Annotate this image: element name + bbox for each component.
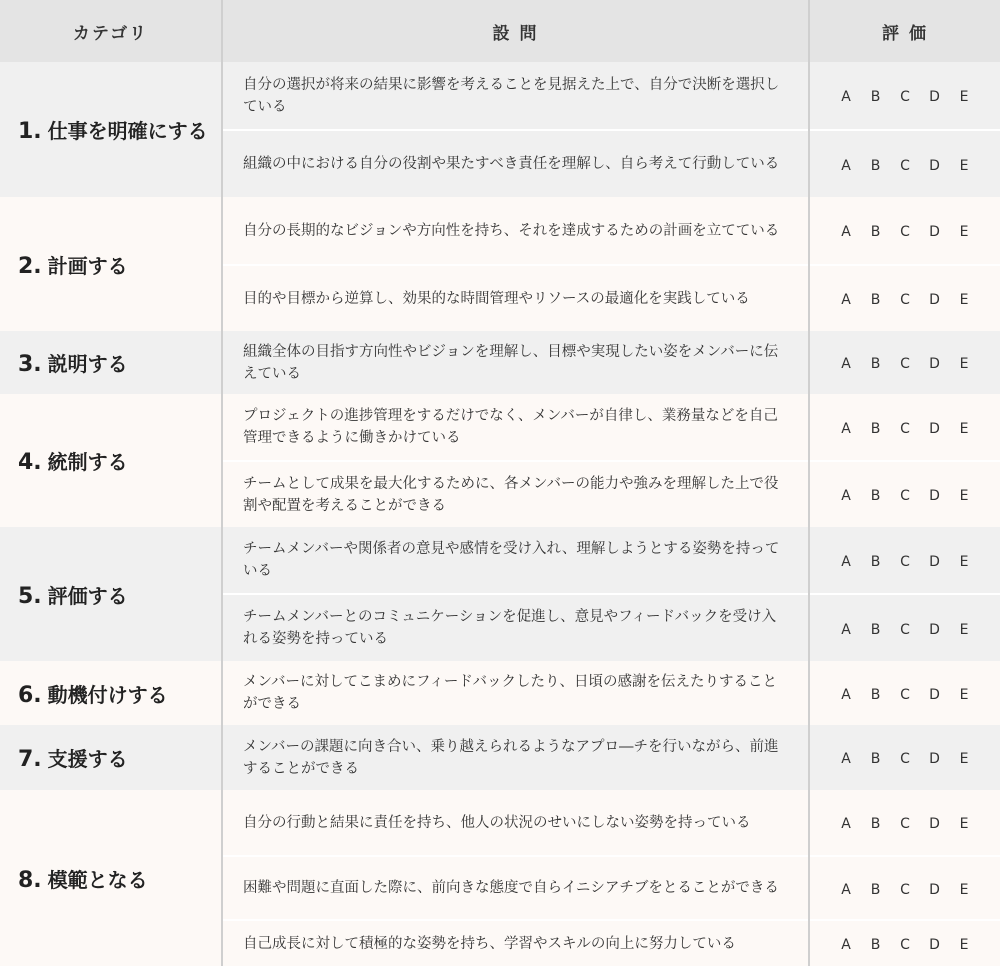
- rating-option-d[interactable]: D: [929, 751, 940, 767]
- rating-option-d[interactable]: D: [929, 157, 940, 174]
- header-rating: 評 価: [809, 0, 1000, 62]
- table-row: [0, 725, 1000, 790]
- rating-option-c[interactable]: C: [900, 292, 910, 308]
- rating-option-a[interactable]: A: [841, 751, 851, 767]
- table-row: [0, 197, 1000, 265]
- category-cell: [0, 725, 222, 790]
- question-text: 組織の中における自分の役割や果たすべき責任を理解し、自ら考えて行動している: [222, 130, 809, 197]
- rating-options: [809, 856, 1000, 920]
- question-text: 目的や目標から逆算し、効果的な時間管理やリソースの最適化を実践している: [222, 265, 809, 331]
- rating-option-e[interactable]: E: [959, 816, 969, 832]
- category-number: 2.: [18, 253, 42, 279]
- rating-options: [809, 197, 1000, 265]
- category-name: 評価する: [47, 583, 128, 608]
- table-row: [0, 790, 1000, 856]
- rating-option-b[interactable]: B: [870, 937, 881, 953]
- category-name: 統制する: [47, 450, 128, 474]
- rating-option-b[interactable]: B: [870, 621, 881, 638]
- rating-option-e[interactable]: E: [959, 553, 969, 570]
- rating-option-e[interactable]: E: [959, 420, 969, 437]
- category-name: 説明する: [47, 352, 128, 376]
- rating-option-d[interactable]: D: [929, 292, 940, 308]
- rating-option-c[interactable]: C: [900, 816, 910, 832]
- rating-options: [809, 661, 1000, 725]
- table-row: [0, 394, 1000, 461]
- category-number: 8.: [18, 867, 42, 893]
- rating-option-c[interactable]: C: [900, 621, 910, 638]
- rating-option-c[interactable]: C: [900, 686, 910, 703]
- rating-option-a[interactable]: A: [841, 224, 851, 240]
- category-number: 7.: [18, 747, 42, 772]
- category-cell: [0, 661, 222, 725]
- rating-option-d[interactable]: D: [929, 686, 940, 703]
- question-text: 自己成長に対して積極的な姿勢を持ち、学習やスキルの向上に努力している: [222, 920, 809, 966]
- question-text: 自分の選択が将来の結果に影響を考えることを見据えた上で、自分で決断を選択している: [222, 62, 809, 130]
- rating-options: [809, 130, 1000, 197]
- table-row: [0, 661, 1000, 725]
- table-header-row: [0, 0, 1000, 62]
- category-number: 4.: [18, 450, 42, 475]
- rating-option-b[interactable]: B: [870, 420, 881, 437]
- rating-option-c[interactable]: C: [900, 224, 910, 240]
- question-text: 困難や問題に直面した際に、前向きな態度で自らイニシアチブをとることができる: [222, 856, 809, 920]
- table-row: [0, 62, 1000, 130]
- rating-option-d[interactable]: D: [929, 881, 940, 898]
- rating-option-e[interactable]: E: [959, 488, 969, 504]
- rating-option-b[interactable]: B: [870, 157, 881, 174]
- rating-option-d[interactable]: D: [929, 356, 940, 372]
- category-number: 5.: [18, 583, 42, 609]
- rating-option-a[interactable]: A: [841, 488, 851, 504]
- rating-option-b[interactable]: B: [870, 224, 881, 240]
- rating-options: [809, 725, 1000, 790]
- rating-option-e[interactable]: E: [959, 881, 969, 898]
- header-category: カテゴリ: [0, 0, 222, 62]
- header-question: 設 問: [222, 0, 809, 62]
- rating-option-d[interactable]: D: [929, 621, 940, 638]
- category-number: 6.: [18, 682, 42, 708]
- rating-option-a[interactable]: A: [841, 553, 851, 570]
- rating-option-c[interactable]: C: [900, 751, 910, 767]
- rating-option-c[interactable]: C: [900, 356, 910, 372]
- category-name: 模範となる: [47, 867, 148, 892]
- rating-option-a[interactable]: A: [841, 89, 851, 105]
- rating-options: [809, 594, 1000, 661]
- rating-option-e[interactable]: E: [959, 356, 969, 372]
- rating-option-a[interactable]: A: [841, 621, 851, 638]
- question-text: 自分の行動と結果に責任を持ち、他人の状況のせいにしない姿勢を持っている: [222, 790, 809, 856]
- rating-option-b[interactable]: B: [870, 881, 881, 898]
- category-name: 支援する: [47, 747, 128, 771]
- rating-option-b[interactable]: B: [870, 292, 881, 308]
- rating-option-b[interactable]: B: [870, 488, 881, 504]
- rating-option-e[interactable]: E: [959, 292, 969, 308]
- rating-option-d[interactable]: D: [929, 224, 940, 240]
- rating-option-e[interactable]: E: [959, 157, 969, 174]
- rating-option-a[interactable]: A: [841, 816, 851, 832]
- table-body: [0, 62, 1000, 966]
- category-cell: [0, 62, 222, 197]
- category-cell: [0, 790, 222, 966]
- rating-option-e[interactable]: E: [959, 751, 969, 767]
- rating-option-b[interactable]: B: [870, 816, 881, 832]
- rating-option-a[interactable]: A: [841, 686, 851, 703]
- rating-option-e[interactable]: E: [959, 224, 969, 240]
- rating-option-a[interactable]: A: [841, 420, 851, 437]
- question-text: 自分の長期的なビジョンや方向性を持ち、それを達成するための計画を立てている: [222, 197, 809, 265]
- category-name: 動機付けする: [47, 682, 168, 707]
- category-cell: [0, 197, 222, 331]
- rating-option-d[interactable]: D: [929, 89, 940, 105]
- question-text: チームメンバーとのコミュニケーションを促進し、意見やフィードバックを受け入れる姿勢を持っている: [222, 594, 809, 661]
- rating-option-a[interactable]: A: [841, 356, 851, 372]
- question-text: チームとして成果を最大化するために、各メンバーの能力や強みを理解した上で役割や配置を考えることができる: [222, 461, 809, 527]
- rating-option-c[interactable]: C: [900, 488, 910, 504]
- rating-option-c[interactable]: C: [900, 881, 910, 898]
- category-cell: [0, 527, 222, 661]
- table-row: [0, 527, 1000, 594]
- rating-options: [809, 331, 1000, 394]
- rating-options: [809, 394, 1000, 461]
- rating-option-c[interactable]: C: [900, 157, 910, 174]
- rating-option-a[interactable]: A: [841, 292, 851, 308]
- rating-option-b[interactable]: B: [870, 686, 881, 703]
- rating-option-b[interactable]: B: [870, 553, 881, 570]
- rating-option-e[interactable]: E: [959, 89, 969, 105]
- question-text: 組織全体の目指す方向性やビジョンを理解し、目標や実現したい姿をメンバーに伝えている: [222, 331, 809, 394]
- category-cell: [0, 331, 222, 394]
- question-text: メンバーに対してこまめにフィードバックしたり、日頃の感謝を伝えたりすることができる: [222, 661, 809, 725]
- rating-option-b[interactable]: B: [870, 89, 881, 105]
- table-row: [0, 331, 1000, 394]
- rating-option-c[interactable]: C: [900, 937, 910, 953]
- rating-options: [809, 527, 1000, 594]
- rating-option-c[interactable]: C: [900, 420, 910, 437]
- rating-option-e[interactable]: E: [959, 937, 969, 953]
- category-name: 計画する: [47, 253, 128, 278]
- rating-option-c[interactable]: C: [900, 553, 910, 570]
- rating-option-d[interactable]: D: [929, 816, 940, 832]
- rating-options: [809, 920, 1000, 966]
- question-text: メンバーの課題に向き合い、乗り越えられるようなアプロ―チを行いながら、前進することができる: [222, 725, 809, 790]
- rating-option-e[interactable]: E: [959, 686, 969, 703]
- rating-options: [809, 790, 1000, 856]
- rating-option-e[interactable]: E: [959, 621, 969, 638]
- category-number: 3.: [18, 352, 42, 377]
- category-number: 1.: [18, 119, 42, 144]
- rating-option-d[interactable]: D: [929, 488, 940, 504]
- rating-option-d[interactable]: D: [929, 553, 940, 570]
- rating-option-a[interactable]: A: [841, 881, 851, 898]
- rating-option-a[interactable]: A: [841, 157, 851, 174]
- rating-options: [809, 461, 1000, 527]
- rating-option-c[interactable]: C: [900, 89, 910, 105]
- category-name: 仕事を明確にする: [47, 119, 208, 143]
- question-text: プロジェクトの進捗管理をするだけでなく、メンバーが自律し、業務量などを自己管理できるように働きかけている: [222, 394, 809, 461]
- rating-option-d[interactable]: D: [929, 420, 940, 437]
- rating-option-d[interactable]: D: [929, 937, 940, 953]
- rating-option-b[interactable]: B: [870, 751, 881, 767]
- rating-options: [809, 62, 1000, 130]
- rating-option-b[interactable]: B: [870, 356, 881, 372]
- rating-option-a[interactable]: A: [841, 937, 851, 953]
- rating-options: [809, 265, 1000, 331]
- question-text: チームメンバーや関係者の意見や感情を受け入れ、理解しようとする姿勢を持っている: [222, 527, 809, 594]
- category-cell: [0, 394, 222, 527]
